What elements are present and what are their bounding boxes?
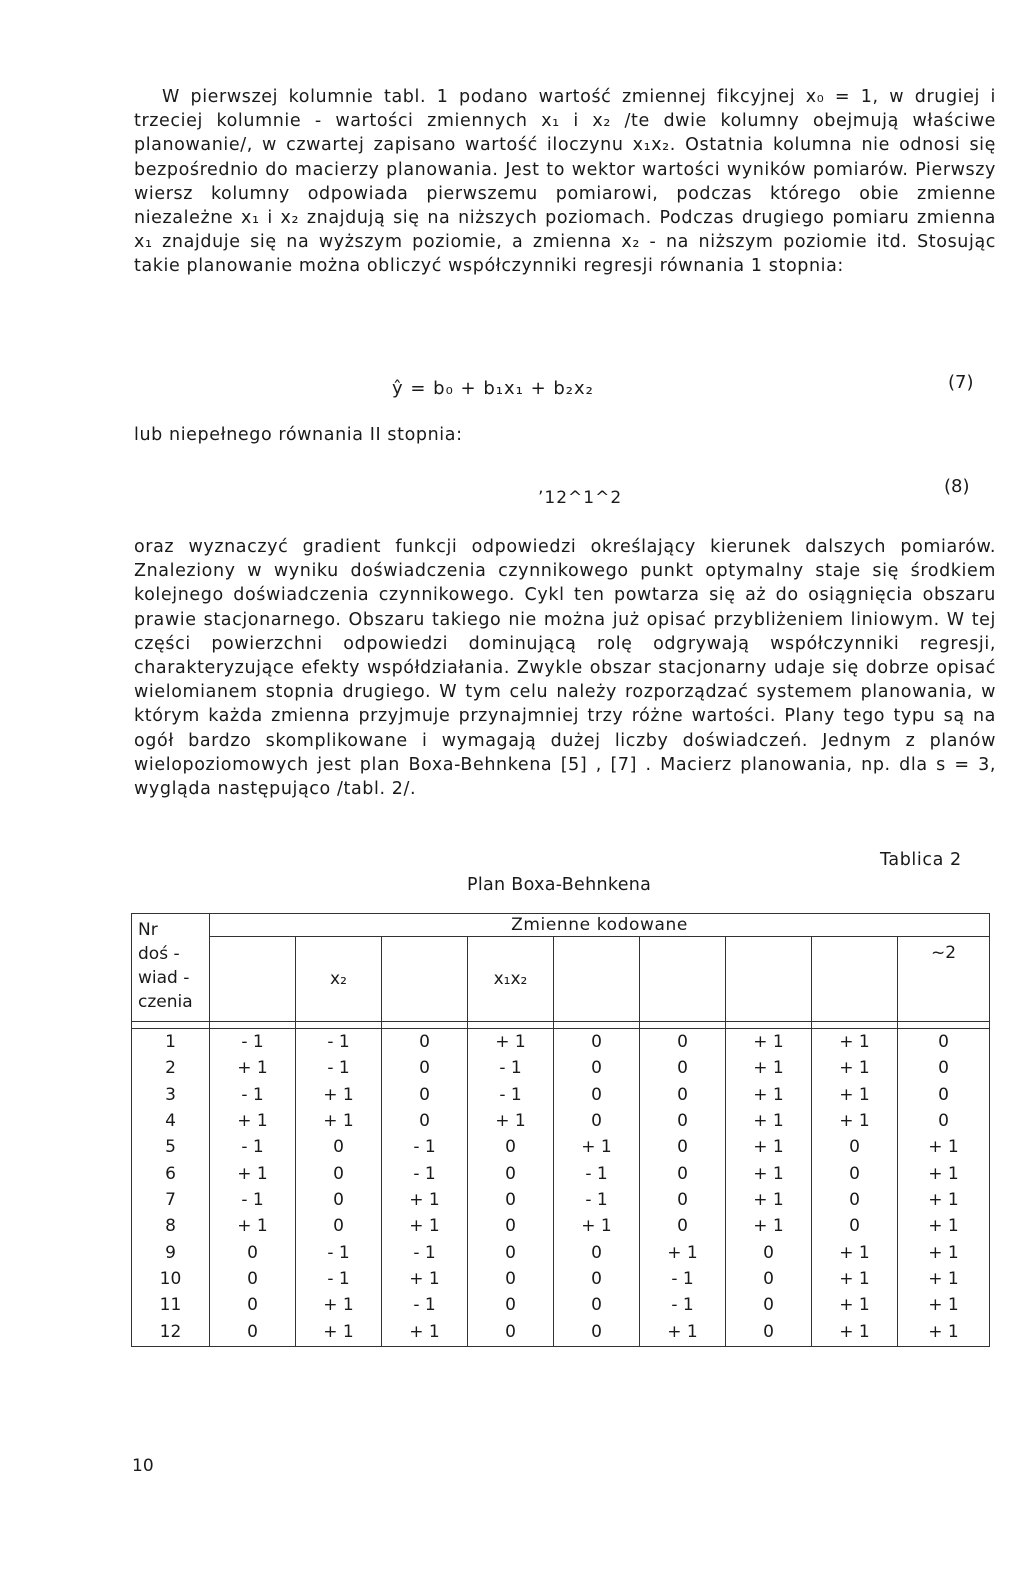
table-cell: + 1 [554, 1213, 640, 1239]
table-cell: 0 [296, 1134, 382, 1160]
table-cell: + 1 [296, 1082, 382, 1108]
table-cell: + 1 [812, 1239, 898, 1265]
table-cell: 0 [640, 1160, 726, 1186]
equation-7: ŷ = b₀ + b₁x₁ + b₂x₂ [392, 378, 594, 399]
table-cell: 0 [468, 1213, 554, 1239]
table-cell: 0 [296, 1213, 382, 1239]
table-cell: - 1 [210, 1134, 296, 1160]
table-cell: 0 [210, 1318, 296, 1347]
table-cell: + 1 [726, 1108, 812, 1134]
table-cell: 0 [468, 1187, 554, 1213]
table-cell: 0 [640, 1108, 726, 1134]
row-number-cell: 12 [132, 1318, 210, 1347]
table-cell: + 1 [812, 1082, 898, 1108]
table-cell: 0 [554, 1055, 640, 1081]
table-cell: 0 [640, 1029, 726, 1056]
page-number: 10 [132, 1456, 154, 1476]
col-header [640, 937, 726, 1022]
row-number-cell: 8 [132, 1213, 210, 1239]
table-cell: 0 [296, 1160, 382, 1186]
table-cell: + 1 [726, 1213, 812, 1239]
table-cell: + 1 [382, 1266, 468, 1292]
table-row [132, 1082, 990, 1108]
table-row [132, 1108, 990, 1134]
table-cell: - 1 [382, 1292, 468, 1318]
table-cell: 0 [382, 1082, 468, 1108]
table-cell: 0 [554, 1266, 640, 1292]
table-cell: 0 [468, 1266, 554, 1292]
table-cell: - 1 [468, 1055, 554, 1081]
row-number-cell: 6 [132, 1160, 210, 1186]
table-cell: + 1 [726, 1082, 812, 1108]
table-cell: 0 [554, 1082, 640, 1108]
table-cell: 0 [382, 1055, 468, 1081]
table-cell: 0 [382, 1108, 468, 1134]
body-paragraph: oraz wyznaczyć gradient funkcji odpowiedzi określający kierunek dalszych pomiarów. Znaleziony w wyniku doświadczenia czynnikowego punkt optymalny staje się środkiem kolejnego doświadczenia czynnikowego. Cykl ten powtarza się aż do osiągnięcia obszaru prawie stacjonarnego. Obszaru takiego nie można już opisać przybliżeniem liniowym. W tej części powierzchni odpowiedzi dominującą rolę odgrywają współczynniki regresji, charakteryzujące efekty współdziałania. Zwykle obszar stacjonarny udaje się dobrze opisać wielomianem stopnia drugiego. W tym celu należy rozporządzać systemem planowania, w którym każda zmienna przyjmuje przynajmniej trzy różne wartości. Plany tego typu są na ogół bardzo skomplikowane i wymagają dużej liczby doświadczeń. Jednym z planów wielopoziomowych jest plan Boxa-Behnkena [5] , [7] . Macierz planowania, np. dla s = 3, wygląda następująco /tabl. 2/. [134, 537, 996, 800]
table-cell: 0 [554, 1239, 640, 1265]
intro-paragraph: W pierwszej kolumnie tabl. 1 podano wartość zmiennej fikcyjnej x₀ = 1, w drugiej i trzeciej kolumnie - wartości zmiennych x₁ i x₂ /te dwie kolumny obejmują właściwe planowanie/, w czwartej zapisano wartość iloczynu x₁x₂. Ostatnia kolumna nie odnosi się bezpośrednio do macierzy planowania. Jest to wektor wartości wyników pomiarów. Pierwszy wiersz kolumny odpowiada pierwszemu pomiarowi, podczas którego obie zmienne niezależne x₁ i x₂ znajdują się na niższych poziomach. Podczas drugiego pomiaru zmienna x₁ znajduje się na wyższym poziomie, a zmienna x₂ - na niższym poziomie itd. Stosując takie planowanie można obliczyć współczynniki regresji równania 1 stopnia: [134, 87, 996, 277]
table-cell: - 1 [210, 1082, 296, 1108]
table-cell: + 1 [296, 1108, 382, 1134]
row-number-cell: 4 [132, 1108, 210, 1134]
table-cell: + 1 [296, 1292, 382, 1318]
col-header [726, 937, 812, 1022]
table-cell: - 1 [210, 1029, 296, 1056]
table-cell: - 1 [210, 1187, 296, 1213]
table-cell: 0 [554, 1292, 640, 1318]
col-header-squared: ~2 [898, 937, 990, 1022]
table-cell: + 1 [296, 1318, 382, 1347]
table-cell: + 1 [640, 1318, 726, 1347]
table-cell: + 1 [898, 1160, 990, 1186]
row-number-cell: 2 [132, 1055, 210, 1081]
row-number-cell: 11 [132, 1292, 210, 1318]
table-label: Tablica 2 [880, 850, 962, 870]
table-cell: + 1 [554, 1134, 640, 1160]
table-cell: 0 [640, 1134, 726, 1160]
table-cell: - 1 [382, 1134, 468, 1160]
table-cell: - 1 [382, 1239, 468, 1265]
table-cell: - 1 [296, 1266, 382, 1292]
table-cell: 0 [812, 1187, 898, 1213]
equation-7-number: (7) [948, 372, 974, 393]
col-header [382, 937, 468, 1022]
nr-header: Nr doś - wiad - czenia [132, 914, 210, 1022]
table-cell: 0 [640, 1082, 726, 1108]
table-cell: + 1 [898, 1292, 990, 1318]
table-cell: + 1 [898, 1266, 990, 1292]
table-cell: + 1 [812, 1055, 898, 1081]
table-row [132, 1029, 990, 1056]
table-row [132, 1134, 990, 1160]
table-cell: 0 [382, 1029, 468, 1056]
table-row [132, 1187, 990, 1213]
table-cell: 0 [726, 1266, 812, 1292]
table-cell: 0 [468, 1239, 554, 1265]
table-cell: 0 [726, 1239, 812, 1265]
table-cell: + 1 [468, 1108, 554, 1134]
table-cell: 0 [812, 1160, 898, 1186]
table-cell: + 1 [898, 1187, 990, 1213]
table-cell: + 1 [382, 1187, 468, 1213]
table-cell: 0 [898, 1055, 990, 1081]
equation-8: ʼ12^1^2 [538, 488, 623, 508]
table-cell: 0 [726, 1318, 812, 1347]
table-cell: + 1 [812, 1029, 898, 1056]
table-cell: 0 [898, 1082, 990, 1108]
table-cell: + 1 [726, 1134, 812, 1160]
table-cell: + 1 [726, 1029, 812, 1056]
table-cell: 0 [554, 1029, 640, 1056]
row-number-cell: 3 [132, 1082, 210, 1108]
table-cell: + 1 [898, 1213, 990, 1239]
table-row [132, 1318, 990, 1347]
table-row [132, 1239, 990, 1265]
row-number-cell: 9 [132, 1239, 210, 1265]
col-header-x2: x₂ [296, 937, 382, 1022]
table-cell: + 1 [812, 1108, 898, 1134]
table-cell: 0 [726, 1292, 812, 1318]
table-cell: 0 [898, 1108, 990, 1134]
table-cell: 0 [640, 1213, 726, 1239]
table-cell: - 1 [296, 1239, 382, 1265]
table-cell: + 1 [726, 1187, 812, 1213]
table-cell: - 1 [296, 1055, 382, 1081]
table-cell: + 1 [210, 1055, 296, 1081]
table-cell: - 1 [468, 1082, 554, 1108]
table-cell: 0 [468, 1292, 554, 1318]
lub-text: lub niepełnego równania II stopnia: [134, 425, 463, 445]
row-number-cell: 7 [132, 1187, 210, 1213]
table-cell: - 1 [640, 1266, 726, 1292]
table-cell: - 1 [554, 1160, 640, 1186]
row-number-cell: 10 [132, 1266, 210, 1292]
table-cell: + 1 [640, 1239, 726, 1265]
box-behnken-table [131, 913, 990, 1347]
table-cell: + 1 [898, 1318, 990, 1347]
table-cell: 0 [468, 1134, 554, 1160]
table-cell: 0 [640, 1055, 726, 1081]
table-cell: + 1 [726, 1055, 812, 1081]
table-cell: 0 [812, 1134, 898, 1160]
col-header [210, 937, 296, 1022]
table-cell: + 1 [726, 1160, 812, 1186]
table-row [132, 1266, 990, 1292]
table-cell: - 1 [640, 1292, 726, 1318]
table-cell: + 1 [898, 1239, 990, 1265]
table-cell: 0 [554, 1318, 640, 1347]
table-cell: 0 [898, 1029, 990, 1056]
col-header [812, 937, 898, 1022]
table-cell: 0 [468, 1160, 554, 1186]
table-cell: 0 [296, 1187, 382, 1213]
row-number-cell: 5 [132, 1134, 210, 1160]
row-number-cell: 1 [132, 1029, 210, 1056]
table-cell: - 1 [296, 1029, 382, 1056]
table-row [132, 1292, 990, 1318]
table-cell: + 1 [210, 1160, 296, 1186]
table-cell: + 1 [210, 1213, 296, 1239]
col-header-x1x2: x₁x₂ [468, 937, 554, 1022]
table-cell: - 1 [554, 1187, 640, 1213]
table-cell: + 1 [210, 1108, 296, 1134]
table-cell: + 1 [812, 1318, 898, 1347]
col-header [554, 937, 640, 1022]
table-row [132, 1160, 990, 1186]
table-cell: + 1 [812, 1266, 898, 1292]
table-cell: + 1 [898, 1134, 990, 1160]
table-cell: + 1 [468, 1029, 554, 1056]
table-cell: + 1 [382, 1318, 468, 1347]
table-cell: 0 [210, 1239, 296, 1265]
equation-8-number: (8) [944, 476, 970, 497]
table-cell: 0 [468, 1318, 554, 1347]
table-cell: 0 [554, 1108, 640, 1134]
table-cell: 0 [812, 1213, 898, 1239]
table-row [132, 1213, 990, 1239]
table-cell: 0 [210, 1266, 296, 1292]
table-cell: + 1 [382, 1213, 468, 1239]
table-cell: 0 [210, 1292, 296, 1318]
table-title: Plan Boxa-Behnkena [467, 875, 652, 895]
table-cell: 0 [640, 1187, 726, 1213]
table-cell: - 1 [382, 1160, 468, 1186]
table-cell: + 1 [812, 1292, 898, 1318]
table-row [132, 1055, 990, 1081]
group-header: Zmienne kodowane [210, 914, 990, 937]
